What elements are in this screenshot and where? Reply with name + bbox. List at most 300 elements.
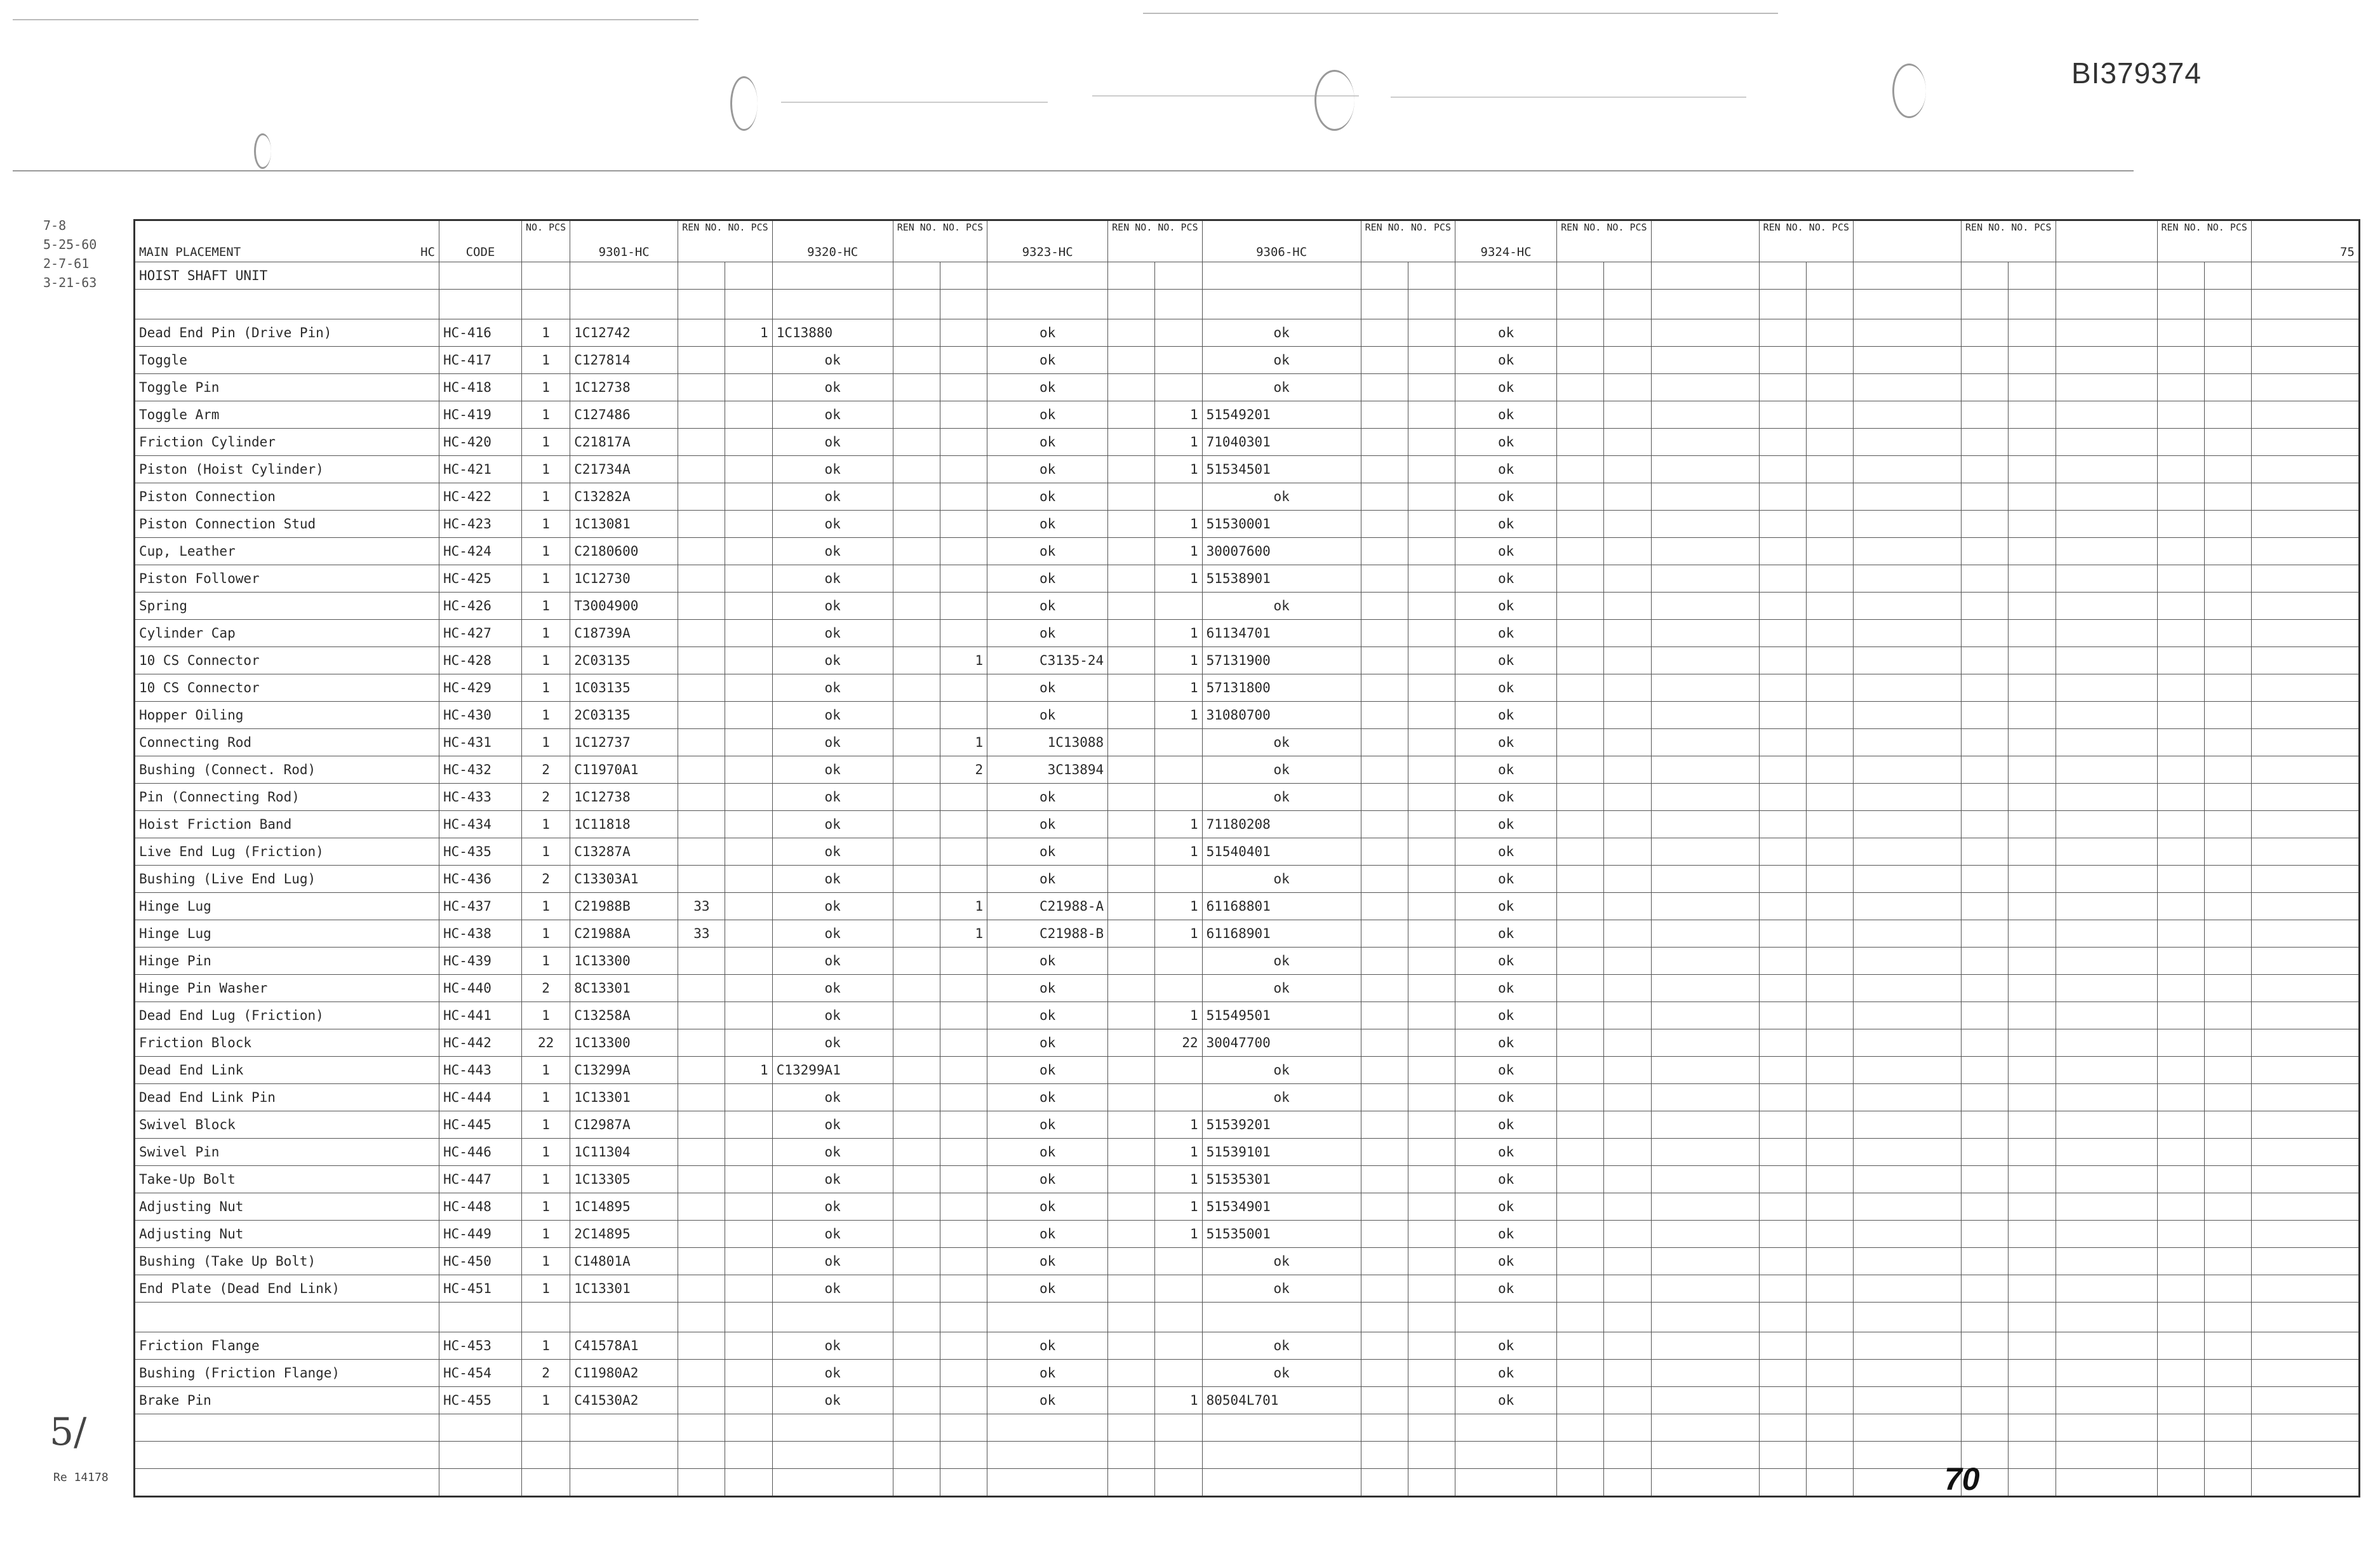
empty-cell <box>1806 1414 1853 1442</box>
table-row <box>135 483 2360 511</box>
ren-no <box>1108 674 1155 702</box>
part-code: HC-426 <box>439 593 522 620</box>
ren-no <box>1108 920 1155 948</box>
part-code: HC-432 <box>439 756 522 784</box>
empty-cell <box>1806 1221 1853 1248</box>
empty-cell <box>2204 593 2251 620</box>
pcs-count <box>725 347 772 374</box>
pcs-count: 1 <box>522 948 570 975</box>
empty-cell <box>1604 1360 1651 1387</box>
pcs-count <box>725 401 772 429</box>
empty-cell <box>2157 429 2204 456</box>
empty-cell <box>1557 674 1604 702</box>
part-name: Piston Connection Stud <box>135 511 439 538</box>
ren-no <box>1108 347 1155 374</box>
pcs-count: 1 <box>522 1248 570 1275</box>
empty-cell <box>2009 511 2056 538</box>
empty-cell <box>2204 702 2251 729</box>
ren-no <box>678 1084 725 1111</box>
empty-cell <box>1806 1332 1853 1360</box>
empty-cell <box>2251 1221 2359 1248</box>
part-name: Spring <box>135 593 439 620</box>
header-model-9323: 9323-HC <box>987 220 1108 262</box>
empty-cell <box>1604 811 1651 838</box>
pcs-count <box>1408 620 1455 647</box>
empty-cell <box>1651 620 1759 647</box>
model-9323-part: ok <box>987 1057 1108 1084</box>
ren-no <box>678 784 725 811</box>
empty-cell <box>2204 1193 2251 1221</box>
pcs-count <box>725 948 772 975</box>
empty-cell <box>135 1442 439 1469</box>
model-9306-part: 31080700 <box>1202 702 1361 729</box>
empty-cell <box>570 1303 678 1332</box>
empty-cell <box>2157 319 2204 347</box>
empty-cell <box>1962 893 2009 920</box>
empty-cell <box>1854 1332 1962 1360</box>
model-9324-part: ok <box>1455 866 1557 893</box>
empty-cell <box>2251 456 2359 483</box>
empty-cell <box>2204 374 2251 401</box>
model-9306-part: 51549201 <box>1202 401 1361 429</box>
ren-no <box>893 702 940 729</box>
empty-cell <box>1651 511 1759 538</box>
pcs-count <box>1408 347 1455 374</box>
empty-cell <box>1806 975 1853 1002</box>
empty-cell <box>2251 674 2359 702</box>
ren-no <box>1361 1029 1408 1057</box>
empty-cell <box>1557 756 1604 784</box>
header-model-9301: 9301-HC <box>570 220 678 262</box>
model-9301-part: C2180600 <box>570 538 678 565</box>
empty-cell <box>2056 347 2157 374</box>
ren-no: 33 <box>678 893 725 920</box>
empty-cell <box>1854 975 1962 1002</box>
part-code: HC-436 <box>439 866 522 893</box>
model-9324-part: ok <box>1455 920 1557 948</box>
header-model-9320: 9320-HC <box>772 220 893 262</box>
ren-no <box>678 511 725 538</box>
pcs-count <box>725 1387 772 1414</box>
model-9323-part: ok <box>987 784 1108 811</box>
pcs-count <box>725 1332 772 1360</box>
ren-no <box>893 483 940 511</box>
empty-cell <box>1604 784 1651 811</box>
empty-cell <box>678 1442 725 1469</box>
pcs-count <box>1408 483 1455 511</box>
empty-cell <box>1854 920 1962 948</box>
empty-cell <box>1759 1166 1806 1193</box>
empty-cell <box>2251 647 2359 674</box>
empty-cell <box>2157 948 2204 975</box>
ren-no <box>893 511 940 538</box>
part-name: Piston Connection <box>135 483 439 511</box>
pcs-count: 1 <box>522 647 570 674</box>
part-code: HC-437 <box>439 893 522 920</box>
model-9306-part: 51530001 <box>1202 511 1361 538</box>
empty-cell <box>725 1442 772 1469</box>
empty-cell <box>2157 1029 2204 1057</box>
empty-cell <box>1202 1442 1361 1469</box>
pcs-count: 1 <box>1155 702 1202 729</box>
ren-no <box>678 1332 725 1360</box>
part-name: 10 CS Connector <box>135 647 439 674</box>
empty-cell <box>1604 538 1651 565</box>
model-9320-part: ok <box>772 702 893 729</box>
model-9306-part: 57131900 <box>1202 647 1361 674</box>
empty-cell <box>2056 920 2157 948</box>
ren-no <box>1108 866 1155 893</box>
part-name: Take-Up Bolt <box>135 1166 439 1193</box>
part-code: HC-438 <box>439 920 522 948</box>
empty-cell <box>2157 347 2204 374</box>
empty-cell <box>1557 811 1604 838</box>
pcs-count: 1 <box>1155 1111 1202 1139</box>
ren-no <box>893 1057 940 1084</box>
empty-cell <box>2009 1002 2056 1029</box>
model-9324-part: ok <box>1455 1332 1557 1360</box>
empty-cell <box>1962 674 2009 702</box>
model-9306-part: ok <box>1202 1084 1361 1111</box>
model-9324-part: ok <box>1455 456 1557 483</box>
empty-cell <box>2009 647 2056 674</box>
empty-cell <box>2157 866 2204 893</box>
pcs-count <box>725 511 772 538</box>
model-9301-part: C21734A <box>570 456 678 483</box>
ren-no <box>893 893 940 920</box>
ren-no <box>893 811 940 838</box>
empty-cell <box>1557 593 1604 620</box>
part-name: Toggle Arm <box>135 401 439 429</box>
model-9324-part: ok <box>1455 1360 1557 1387</box>
pcs-count <box>1408 1221 1455 1248</box>
model-9301-part: C11980A2 <box>570 1360 678 1387</box>
ren-no <box>1108 483 1155 511</box>
scan-line <box>1143 13 1778 14</box>
empty-cell <box>1361 1303 1408 1332</box>
part-code: HC-427 <box>439 620 522 647</box>
empty-cell <box>1557 1166 1604 1193</box>
empty-cell <box>2056 866 2157 893</box>
empty-cell <box>1651 893 1759 920</box>
empty-cell <box>1854 838 1962 866</box>
empty-cell <box>1854 374 1962 401</box>
pcs-count: 1 <box>522 319 570 347</box>
ren-no <box>1108 838 1155 866</box>
model-9324-part: ok <box>1455 1275 1557 1303</box>
model-9323-part: C21988-A <box>987 893 1108 920</box>
ren-no <box>678 1387 725 1414</box>
ren-no <box>1361 1057 1408 1084</box>
ren-no <box>678 674 725 702</box>
empty-cell <box>1759 538 1806 565</box>
model-9306-part: ok <box>1202 729 1361 756</box>
empty-cell <box>2009 866 2056 893</box>
empty-cell <box>2251 1469 2359 1497</box>
model-9324-part: ok <box>1455 1084 1557 1111</box>
pcs-count <box>725 756 772 784</box>
empty-cell <box>1557 948 1604 975</box>
pcs-count: 22 <box>1155 1029 1202 1057</box>
part-code: HC-440 <box>439 975 522 1002</box>
empty-cell <box>2157 1360 2204 1387</box>
empty-cell <box>1408 1414 1455 1442</box>
empty-cell <box>1604 456 1651 483</box>
table-row <box>135 620 2360 647</box>
model-9301-part: C13282A <box>570 483 678 511</box>
pcs-count: 1 <box>522 1139 570 1166</box>
empty-cell <box>1604 674 1651 702</box>
table-row <box>135 1387 2360 1414</box>
empty-cell <box>678 1469 725 1497</box>
ren-no <box>1108 1387 1155 1414</box>
empty-cell <box>2251 1360 2359 1387</box>
empty-cell <box>1361 1414 1408 1442</box>
empty-cell <box>2204 429 2251 456</box>
part-code: HC-424 <box>439 538 522 565</box>
empty-cell <box>1557 1360 1604 1387</box>
empty-cell <box>1759 1360 1806 1387</box>
ren-no <box>1361 1275 1408 1303</box>
empty-cell <box>1651 1029 1759 1057</box>
empty-cell <box>1202 1414 1361 1442</box>
empty-cell <box>1806 319 1853 347</box>
empty-cell <box>1557 483 1604 511</box>
ren-no <box>1361 674 1408 702</box>
empty-cell <box>940 1469 987 1497</box>
model-9306-part: 30007600 <box>1202 538 1361 565</box>
part-code: HC-417 <box>439 347 522 374</box>
model-9323-part: 1C13088 <box>987 729 1108 756</box>
model-9323-part: ok <box>987 1166 1108 1193</box>
ren-no <box>1108 1221 1155 1248</box>
ren-no <box>893 1275 940 1303</box>
empty-cell <box>1962 975 2009 1002</box>
ren-no <box>678 1275 725 1303</box>
part-name: Piston Follower <box>135 565 439 593</box>
empty-cell <box>1651 702 1759 729</box>
ren-no <box>1361 893 1408 920</box>
empty-cell <box>2009 1193 2056 1221</box>
pcs-count <box>1408 674 1455 702</box>
empty-cell <box>1854 1275 1962 1303</box>
model-9301-part: C41530A2 <box>570 1387 678 1414</box>
empty-cell <box>2157 756 2204 784</box>
empty-cell <box>1759 456 1806 483</box>
empty-cell <box>2157 1248 2204 1275</box>
model-9323-part: ok <box>987 1029 1108 1057</box>
empty-cell <box>1806 1111 1853 1139</box>
empty-cell <box>2009 347 2056 374</box>
empty-cell <box>2157 401 2204 429</box>
pcs-count <box>940 374 987 401</box>
pcs-count <box>725 920 772 948</box>
ren-no <box>893 1360 940 1387</box>
model-9323-part: ok <box>987 538 1108 565</box>
empty-cell <box>1651 729 1759 756</box>
empty-cell <box>2009 674 2056 702</box>
pcs-count: 2 <box>522 866 570 893</box>
pcs-count: 1 <box>1155 838 1202 866</box>
pcs-count <box>725 1166 772 1193</box>
table-row <box>135 593 2360 620</box>
pcs-count: 1 <box>522 1275 570 1303</box>
pcs-count <box>1155 347 1202 374</box>
empty-cell <box>2251 401 2359 429</box>
part-name: Friction Cylinder <box>135 429 439 456</box>
empty-cell <box>2204 319 2251 347</box>
empty-cell <box>2204 920 2251 948</box>
document-id: BI379374 <box>2071 57 2202 90</box>
model-9324-part: ok <box>1455 784 1557 811</box>
ren-no <box>893 1332 940 1360</box>
empty-cell <box>2204 538 2251 565</box>
empty-cell <box>1962 1360 2009 1387</box>
ren-no <box>1361 1248 1408 1275</box>
ren-no <box>893 347 940 374</box>
model-9323-part: ok <box>987 620 1108 647</box>
ren-no <box>678 948 725 975</box>
model-9306-part: 61168901 <box>1202 920 1361 948</box>
empty-cell <box>2056 1221 2157 1248</box>
model-9324-part: ok <box>1455 1221 1557 1248</box>
empty-cell <box>2204 674 2251 702</box>
empty-cell <box>2204 729 2251 756</box>
empty-cell <box>2204 1442 2251 1469</box>
empty-cell <box>1651 347 1759 374</box>
page-number: 70 <box>1944 1461 1980 1497</box>
empty-cell <box>1604 401 1651 429</box>
empty-cell <box>893 1469 940 1497</box>
pcs-count <box>1408 702 1455 729</box>
empty-cell <box>2056 1248 2157 1275</box>
empty-cell <box>2157 374 2204 401</box>
model-9301-part: 2C14895 <box>570 1221 678 1248</box>
empty-cell <box>1651 456 1759 483</box>
pcs-count: 1 <box>522 838 570 866</box>
part-code: HC-448 <box>439 1193 522 1221</box>
empty-cell <box>893 1303 940 1332</box>
empty-cell <box>1651 483 1759 511</box>
empty-cell <box>1759 838 1806 866</box>
empty-cell <box>1604 1057 1651 1084</box>
ren-no <box>678 620 725 647</box>
bracket-mark <box>254 133 271 169</box>
empty-cell <box>1651 647 1759 674</box>
empty-cell <box>772 1414 893 1442</box>
table-row <box>135 374 2360 401</box>
model-9323-part: ok <box>987 1360 1108 1387</box>
ren-no <box>893 374 940 401</box>
model-9320-part: ok <box>772 893 893 920</box>
empty-cell <box>1155 1414 1202 1442</box>
model-9301-part: C21988A <box>570 920 678 948</box>
empty-cell <box>2251 1111 2359 1139</box>
ren-no <box>678 347 725 374</box>
model-9306-part: 51540401 <box>1202 838 1361 866</box>
empty-cell <box>1854 538 1962 565</box>
empty-cell <box>1962 1332 2009 1360</box>
model-9301-part: 1C11304 <box>570 1139 678 1166</box>
ren-no <box>893 784 940 811</box>
pcs-count <box>1408 948 1455 975</box>
empty-cell <box>2009 1275 2056 1303</box>
pcs-count: 1 <box>1155 1387 1202 1414</box>
pcs-count <box>940 1166 987 1193</box>
ren-no <box>893 647 940 674</box>
pcs-count <box>1408 1002 1455 1029</box>
ren-no <box>1108 374 1155 401</box>
pcs-count: 1 <box>1155 538 1202 565</box>
empty-cell <box>2251 538 2359 565</box>
empty-cell <box>2251 838 2359 866</box>
spacer-row <box>135 1303 2360 1332</box>
pcs-count <box>1155 1360 1202 1387</box>
empty-cell <box>2009 729 2056 756</box>
pcs-count <box>940 1084 987 1111</box>
part-name: Hoist Friction Band <box>135 811 439 838</box>
model-9323-part: ok <box>987 948 1108 975</box>
model-9301-part: C14801A <box>570 1248 678 1275</box>
header-ren-pcs: REN NO. NO. PCS <box>1962 220 2056 262</box>
header-ren-pcs: REN NO. NO. PCS <box>678 220 772 262</box>
empty-cell <box>1557 784 1604 811</box>
model-9323-part: ok <box>987 811 1108 838</box>
scan-line <box>1391 97 1746 98</box>
blank-row <box>135 1414 2360 1442</box>
empty-cell <box>1651 401 1759 429</box>
part-code: HC-449 <box>439 1221 522 1248</box>
empty-cell <box>987 1414 1108 1442</box>
table-row <box>135 1029 2360 1057</box>
empty-cell <box>1604 1275 1651 1303</box>
model-9306-part: 51534901 <box>1202 1193 1361 1221</box>
model-9323-part: C3135-24 <box>987 647 1108 674</box>
ren-no <box>893 1248 940 1275</box>
part-name: Friction Block <box>135 1029 439 1057</box>
pcs-count <box>1155 975 1202 1002</box>
empty-cell <box>1759 1442 1806 1469</box>
ren-no <box>1108 1193 1155 1221</box>
empty-cell <box>2157 1469 2204 1497</box>
empty-cell <box>2204 1360 2251 1387</box>
model-9323-part: ok <box>987 456 1108 483</box>
empty-cell <box>1759 866 1806 893</box>
model-9320-part: ok <box>772 784 893 811</box>
model-9324-part: ok <box>1455 1166 1557 1193</box>
ren-no <box>1108 456 1155 483</box>
ren-no <box>1108 319 1155 347</box>
empty-cell <box>2056 975 2157 1002</box>
empty-cell <box>2009 784 2056 811</box>
empty-cell <box>2056 1166 2157 1193</box>
table-row <box>135 538 2360 565</box>
pcs-count: 1 <box>522 1002 570 1029</box>
part-code: HC-455 <box>439 1387 522 1414</box>
empty-cell <box>2204 1469 2251 1497</box>
empty-cell <box>1604 1248 1651 1275</box>
model-9306-part: 61168801 <box>1202 893 1361 920</box>
empty-cell <box>2251 866 2359 893</box>
empty-cell <box>1806 811 1853 838</box>
empty-cell <box>1651 1275 1759 1303</box>
empty-cell <box>1557 1248 1604 1275</box>
pcs-count <box>940 401 987 429</box>
pcs-count <box>940 593 987 620</box>
model-9306-part: 71040301 <box>1202 429 1361 456</box>
model-9320-part: ok <box>772 1029 893 1057</box>
empty-cell <box>135 1414 439 1442</box>
